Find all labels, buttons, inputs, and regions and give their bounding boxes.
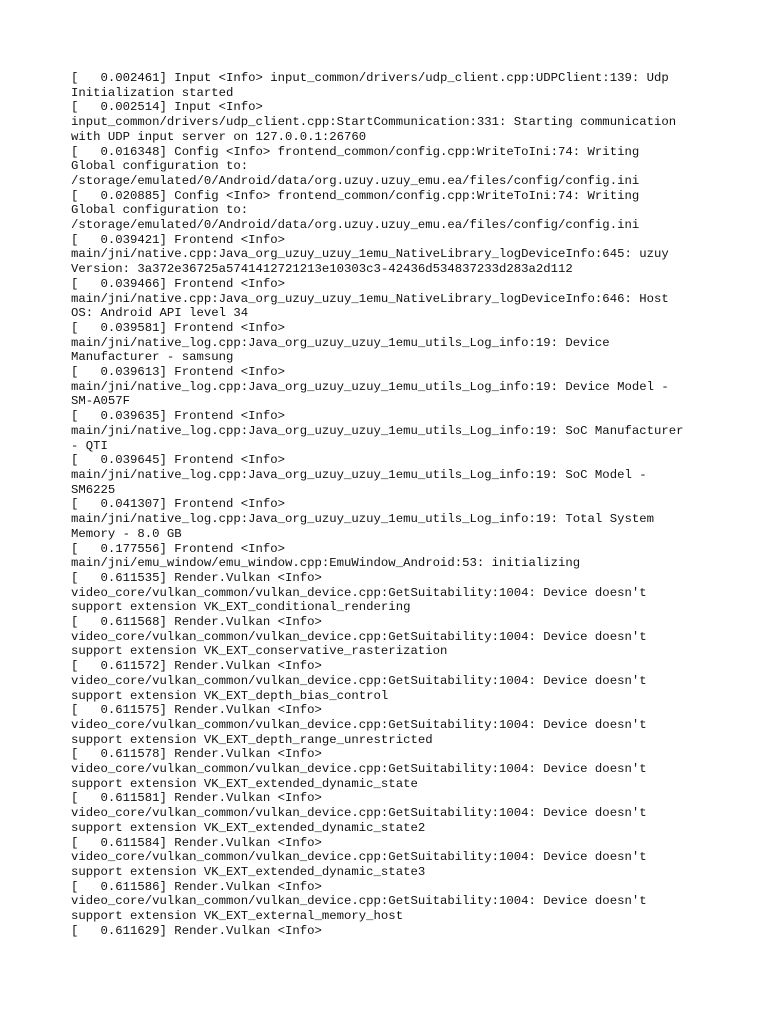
- log-entry: [ 0.039645] Frontend <Info> main/jni/native_log.cpp:Java_org_uzuy_uzuy_1emu_utils_Log_info:19: SoC Model - SM6225: [71, 453, 647, 497]
- log-entry: [ 0.611572] Render.Vulkan <Info> video_core/vulkan_common/vulkan_device.cpp:GetSuitability:1004: Device doesn't support extension VK_EXT_depth_bias_control: [71, 659, 647, 703]
- log-entry: [ 0.039466] Frontend <Info> main/jni/native.cpp:Java_org_uzuy_uzuy_1emu_NativeLibrary_logDeviceInfo:646: Host OS: Android API level 34: [71, 276, 669, 321]
- log-entry: [ 0.020885] Config <Info> frontend_common/config.cpp:WriteToIni:74: Writing Global configuration to: /storage/emulated/0/Android/data/org.uzuy.uzuy_emu.ea/files/config/config.ini: [71, 188, 640, 233]
- log-entry: [ 0.002514] Input <Info> input_common/drivers/udp_client.cpp:StartCommunication:331: Starting communication with UDP input server on 127.0.0.1:26760: [71, 100, 677, 144]
- log-entry: [ 0.611575] Render.Vulkan <Info> video_core/vulkan_common/vulkan_device.cpp:GetSuitability:1004: Device doesn't support extension VK_EXT_depth_range_unrestricted: [71, 703, 647, 747]
- log-entry: [ 0.611535] Render.Vulkan <Info> video_core/vulkan_common/vulkan_device.cpp:GetSuitability:1004: Device doesn't support extension VK_EXT_conditional_rendering: [71, 570, 647, 615]
- log-entry: [ 0.611581] Render.Vulkan <Info> video_core/vulkan_common/vulkan_device.cpp:GetSuitability:1004: Device doesn't support extension VK_EXT_extended_dynamic_state2: [71, 791, 647, 835]
- log-entry: [ 0.016348] Config <Info> frontend_common/config.cpp:WriteToIni:74: Writing Global configuration to: /storage/emulated/0/Android/data/org.uzuy.uzuy_emu.ea/files/config/config.ini: [71, 144, 640, 188]
- log-entry: [ 0.611568] Render.Vulkan <Info> video_core/vulkan_common/vulkan_device.cpp:GetSuitability:1004: Device doesn't support extension VK_EXT_conservative_rasterization: [71, 615, 647, 659]
- log-entry: [ 0.611586] Render.Vulkan <Info> video_core/vulkan_common/vulkan_device.cpp:GetSuitability:1004: Device doesn't support extension VK_EXT_external_memory_host: [71, 879, 647, 924]
- log-entry: [ 0.177556] Frontend <Info> main/jni/emu_window/emu_window.cpp:EmuWindow_Android:53: initializing: [71, 541, 581, 571]
- log-entry: [ 0.039421] Frontend <Info> main/jni/native.cpp:Java_org_uzuy_uzuy_1emu_NativeLibrary_logDeviceInfo:645: uzuy Version: 3a372e36725a5741412721213e10303c3-42436d534837233d283a2d112: [71, 232, 669, 277]
- log-entry: [ 0.041307] Frontend <Info> main/jni/native_log.cpp:Java_org_uzuy_uzuy_1emu_utils_Log_info:19: Total System Memory - 8.0 GB: [71, 497, 654, 541]
- log-entry: [ 0.039581] Frontend <Info> main/jni/native_log.cpp:Java_org_uzuy_uzuy_1emu_utils_Log_info:19: Device Manufacturer - samsung: [71, 320, 610, 365]
- log-entry: [ 0.611629] Render.Vulkan <Info>: [71, 923, 322, 938]
- log-entry: [ 0.039635] Frontend <Info> main/jni/native_log.cpp:Java_org_uzuy_uzuy_1emu_utils_Log_info:19: SoC Manufacturer - QTI: [71, 409, 684, 453]
- log-entry: [ 0.039613] Frontend <Info> main/jni/native_log.cpp:Java_org_uzuy_uzuy_1emu_utils_Log_info:19: Device Model - SM-A057F: [71, 365, 669, 409]
- log-entry: [ 0.611578] Render.Vulkan <Info> video_core/vulkan_common/vulkan_device.cpp:GetSuitability:1004: Device doesn't support extension VK_EXT_extended_dynamic_state: [71, 747, 647, 791]
- log-entry: [ 0.611584] Render.Vulkan <Info> video_core/vulkan_common/vulkan_device.cpp:GetSuitability:1004: Device doesn't support extension VK_EXT_extended_dynamic_state3: [71, 835, 647, 879]
- log-entry: [ 0.002461] Input <Info> input_common/drivers/udp_client.cpp:UDPClient:139: Udp Initialization started: [71, 71, 669, 100]
- log-document: [71, 71, 711, 938]
